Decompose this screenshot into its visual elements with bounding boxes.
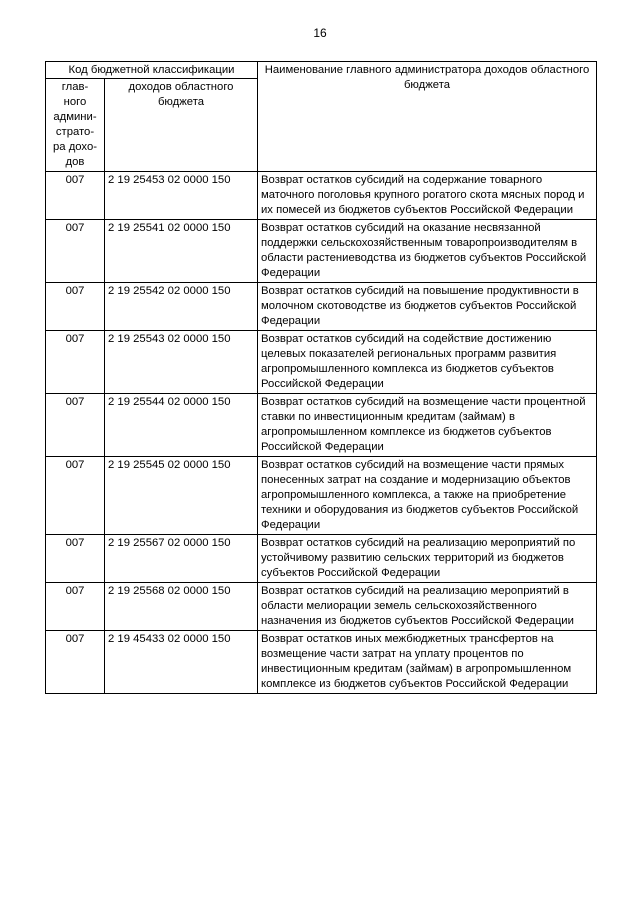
table-row — [46, 583, 597, 631]
income-name-cell: Возврат остатков субсидий на возмещение части прямых понесенных затрат на создание и модернизацию объектов агропромышленного комплекса, а также на приобретение техники и оборудования из бюджетов субъектов Российской Федерации — [258, 457, 597, 535]
table-row — [46, 172, 597, 220]
admin-code-cell: 007 — [46, 457, 105, 535]
income-name-cell: Возврат остатков иных межбюджетных трансфертов на возмещение части затрат на уплату процентов по инвестиционным кредитам (займам) в агропромышленном комплексе из бюджетов субъектов Российской Федерации — [258, 631, 597, 694]
income-code-cell: 2 19 25567 02 0000 150 — [105, 535, 258, 583]
header-administrator-name: Наименование главного администратора доходов областного бюджета — [258, 62, 597, 172]
admin-code-cell: 007 — [46, 220, 105, 283]
header-regional-income: доходов областного бюджета — [105, 79, 258, 172]
income-code-cell: 2 19 25541 02 0000 150 — [105, 220, 258, 283]
income-name-cell: Возврат остатков субсидий на реализацию мероприятий по устойчивому развитию сельских территорий из бюджетов субъектов Российской Федерации — [258, 535, 597, 583]
income-code-cell: 2 19 25543 02 0000 150 — [105, 331, 258, 394]
admin-code-cell: 007 — [46, 172, 105, 220]
admin-code-cell: 007 — [46, 331, 105, 394]
income-name-cell: Возврат остатков субсидий на повышение продуктивности в молочном скотоводстве из бюджетов субъектов Российской Федерации — [258, 283, 597, 331]
income-name-cell: Возврат остатков субсидий на реализацию мероприятий в области мелиорации земель сельскохозяйственного назначения из бюджетов субъектов Российской Федерации — [258, 583, 597, 631]
header-admin-line: дов — [65, 156, 85, 168]
admin-code-cell: 007 — [46, 631, 105, 694]
income-code-cell: 2 19 45433 02 0000 150 — [105, 631, 258, 694]
income-code-cell: 2 19 25542 02 0000 150 — [105, 283, 258, 331]
table-row — [46, 457, 597, 535]
admin-code-cell: 007 — [46, 535, 105, 583]
header-chief-administrator — [46, 79, 105, 172]
table-row — [46, 394, 597, 457]
income-code-cell: 2 19 25545 02 0000 150 — [105, 457, 258, 535]
income-name-cell: Возврат остатков субсидий на содействие достижению целевых показателей региональных программ развития агропромышленного комплекса из бюджетов субъектов Российской Федерации — [258, 331, 597, 394]
header-admin-line: глав- — [61, 81, 89, 93]
table-row — [46, 220, 597, 283]
header-admin-line: админи- — [53, 111, 97, 123]
budget-classification-table — [45, 61, 597, 694]
header-admin-line: страто- — [55, 126, 95, 138]
table-row — [46, 283, 597, 331]
income-code-cell: 2 19 25453 02 0000 150 — [105, 172, 258, 220]
income-name-cell: Возврат остатков субсидий на содержание товарного маточного поголовья крупного рогатого скота мясных пород и их помесей из бюджетов субъектов Российской Федерации — [258, 172, 597, 220]
admin-code-cell: 007 — [46, 583, 105, 631]
page-number: 16 — [313, 26, 327, 40]
income-name-cell: Возврат остатков субсидий на возмещение части процентной ставки по инвестиционным кредитам (займам) в агропромышленном комплексе из бюджетов субъектов Российской Федерации — [258, 394, 597, 457]
header-admin-line: ного — [63, 96, 87, 108]
table-row — [46, 331, 597, 394]
table-row — [46, 631, 597, 694]
income-code-cell: 2 19 25544 02 0000 150 — [105, 394, 258, 457]
table-row — [46, 535, 597, 583]
income-code-cell: 2 19 25568 02 0000 150 — [105, 583, 258, 631]
income-name-cell: Возврат остатков субсидий на оказание несвязанной поддержки сельскохозяйственным товаропроизводителям в области растениеводства из бюджетов субъектов Российской Федерации — [258, 220, 597, 283]
admin-code-cell: 007 — [46, 394, 105, 457]
header-budget-classification: Код бюджетной классификации — [46, 62, 258, 79]
header-admin-line: ра дохо- — [52, 141, 98, 153]
admin-code-cell: 007 — [46, 283, 105, 331]
